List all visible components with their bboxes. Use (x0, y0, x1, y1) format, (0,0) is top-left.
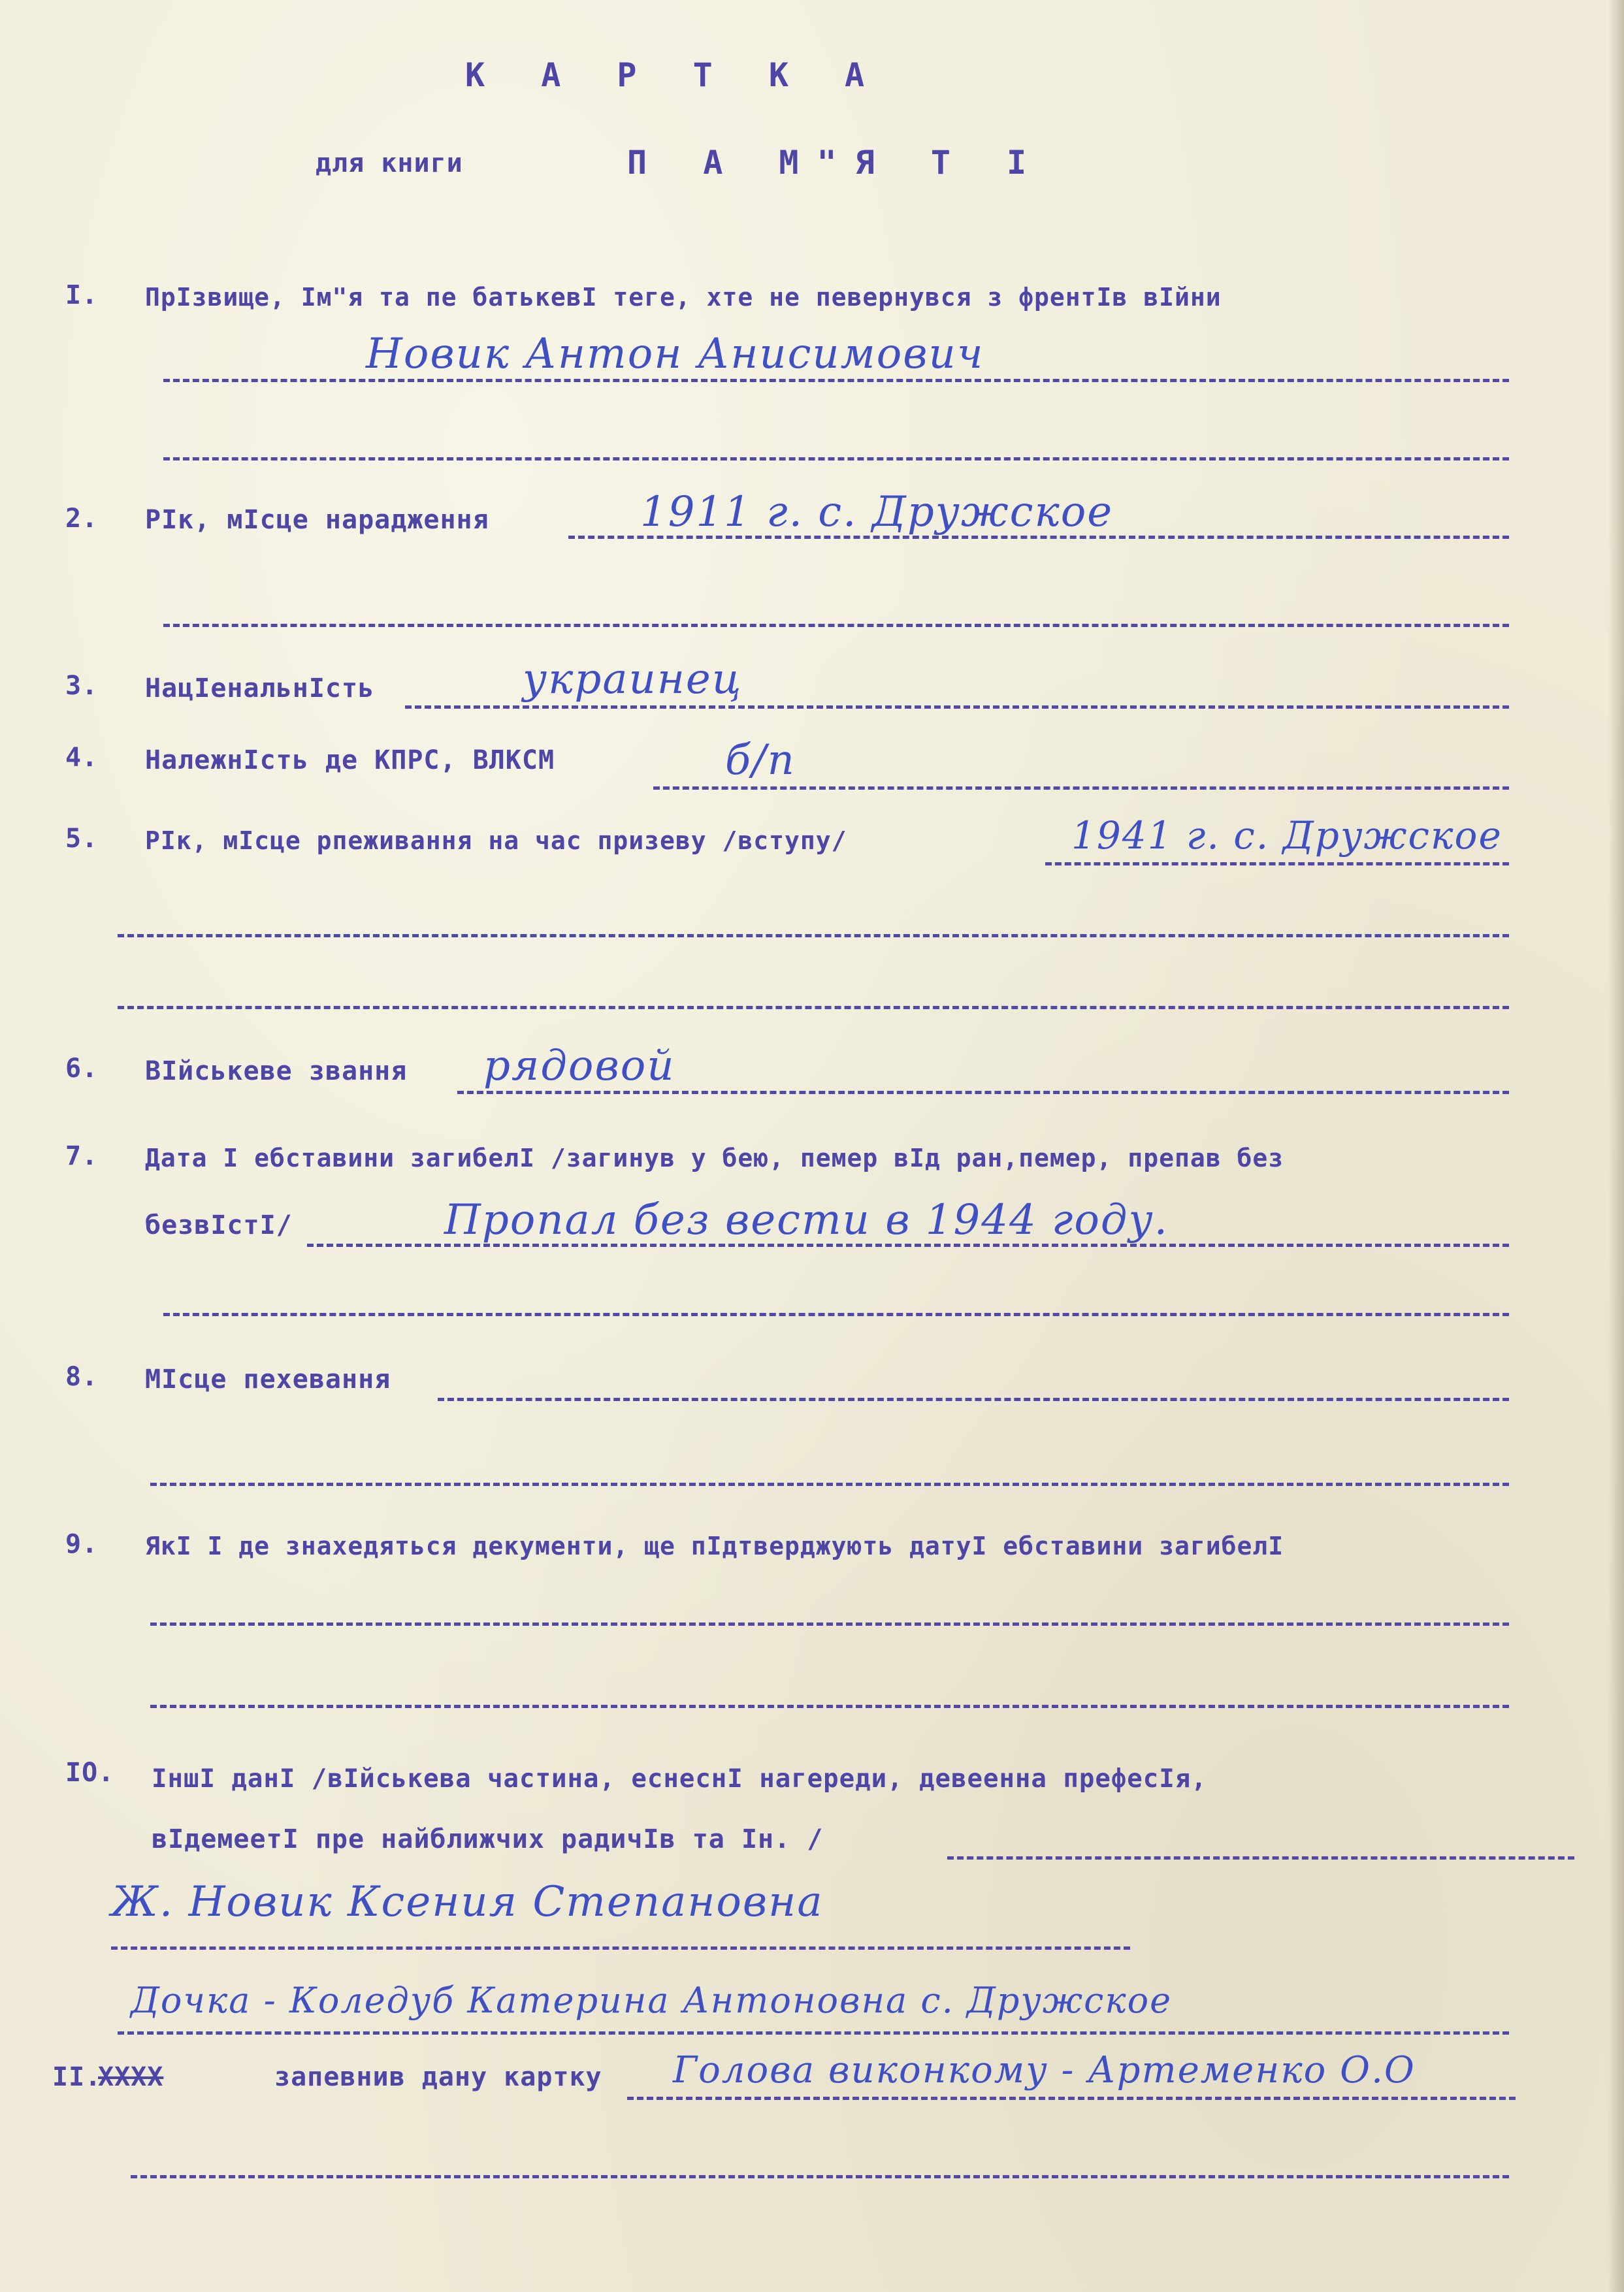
field-1-number: I. (65, 280, 99, 310)
field-7-label: Дата І ебставини загибелІ /загинув у бею, пемер вІд ран,пемер, препав без (145, 1144, 1284, 1172)
field-8-label: МІсце пехевання (145, 1364, 391, 1395)
field-7-label-cont: безвІстІ/ (145, 1210, 293, 1240)
field-1-value: Новик Антон Анисимович (366, 330, 984, 378)
field-11-line-2 (131, 2175, 1509, 2178)
field-6-line (457, 1091, 1509, 1094)
field-5-number: 5. (65, 824, 99, 854)
field-10-value-1: Ж. Новик Ксения Степановна (111, 1878, 824, 1926)
field-6-label: ВІйськеве звання (145, 1056, 408, 1086)
field-10-line-2 (111, 1946, 1130, 1950)
field-3-label: НацІенальнІсть (145, 673, 375, 703)
field-1-line-1 (163, 379, 1509, 382)
field-4-number: 4. (65, 743, 99, 773)
field-4-label: НалежнІсть де КПРС, ВЛКСМ (145, 745, 555, 775)
field-5-line-1 (1045, 862, 1509, 865)
document-title: К А Р Т К А (465, 56, 883, 94)
field-10-line-3 (118, 2031, 1509, 2035)
field-4-line (653, 786, 1509, 790)
field-2-number: 2. (65, 504, 99, 534)
field-7-line-2 (163, 1313, 1509, 1316)
field-10-label: ІншІ данІ /вІйськева частина, еснеснІ нагереди, девеенна префесІя, (152, 1764, 1207, 1794)
field-8-line-1 (438, 1398, 1509, 1401)
field-10-value-2: Дочка - Коледуб Катерина Антоновна с. Дружское (131, 1980, 1173, 2021)
field-2-line-2 (163, 624, 1509, 627)
field-10-line-1 (947, 1856, 1574, 1860)
field-5-value: 1941 г. с. Дружское (1071, 813, 1502, 858)
field-9-line-1 (150, 1622, 1509, 1626)
field-4-value: б/п (725, 736, 796, 784)
field-10-label-cont: вІдемеетІ пре найближчих радичІв та Ін. / (152, 1824, 824, 1854)
field-5-label: РІк, мІсце рпеживання на час призеву /вступу/ (145, 826, 847, 855)
field-10-number: IO. (65, 1758, 115, 1788)
field-8-number: 8. (65, 1362, 99, 1392)
field-5-line-3 (118, 1006, 1509, 1009)
paper-edge-shadow (1608, 0, 1624, 2292)
field-2-value: 1911 г. с. Дружское (640, 488, 1114, 536)
field-1-label: ПрІзвище, Ім"я та пе батькевІ теге, хте не певернувся з френтІв вІйни (145, 283, 1222, 312)
field-5-line-2 (118, 934, 1509, 937)
field-11-number: II. (52, 2062, 102, 2092)
field-7-value: Пропал без вести в 1944 году. (444, 1196, 1169, 1244)
field-7-number: 7. (65, 1141, 99, 1171)
field-9-line-2 (150, 1705, 1509, 1708)
field-6-number: 6. (65, 1054, 99, 1084)
field-1-line-2 (163, 457, 1509, 460)
field-11-line-1 (627, 2097, 1516, 2100)
field-11-struck-text: ХХХХ (98, 2062, 164, 2092)
subtitle-main: П А М"Я Т І (627, 144, 1045, 182)
field-3-number: 3. (65, 671, 99, 701)
field-9-number: 9. (65, 1529, 99, 1559)
field-11-label: запевнив дану картку (274, 2062, 602, 2092)
field-11-value: Голова виконкому - Артеменко О.О (673, 2049, 1416, 2091)
field-2-label: РІк, мІсце нарадження (145, 505, 489, 535)
subtitle-prefix: для книги (316, 148, 463, 178)
field-9-label: ЯкІ І де знахедяться декументи, ще пІдтверджують датуІ ебставини загибелІ (145, 1532, 1284, 1560)
field-3-line (405, 705, 1509, 709)
field-8-line-2 (150, 1483, 1509, 1486)
field-3-value: украинец (523, 655, 743, 703)
field-6-value: рядовой (483, 1042, 675, 1090)
